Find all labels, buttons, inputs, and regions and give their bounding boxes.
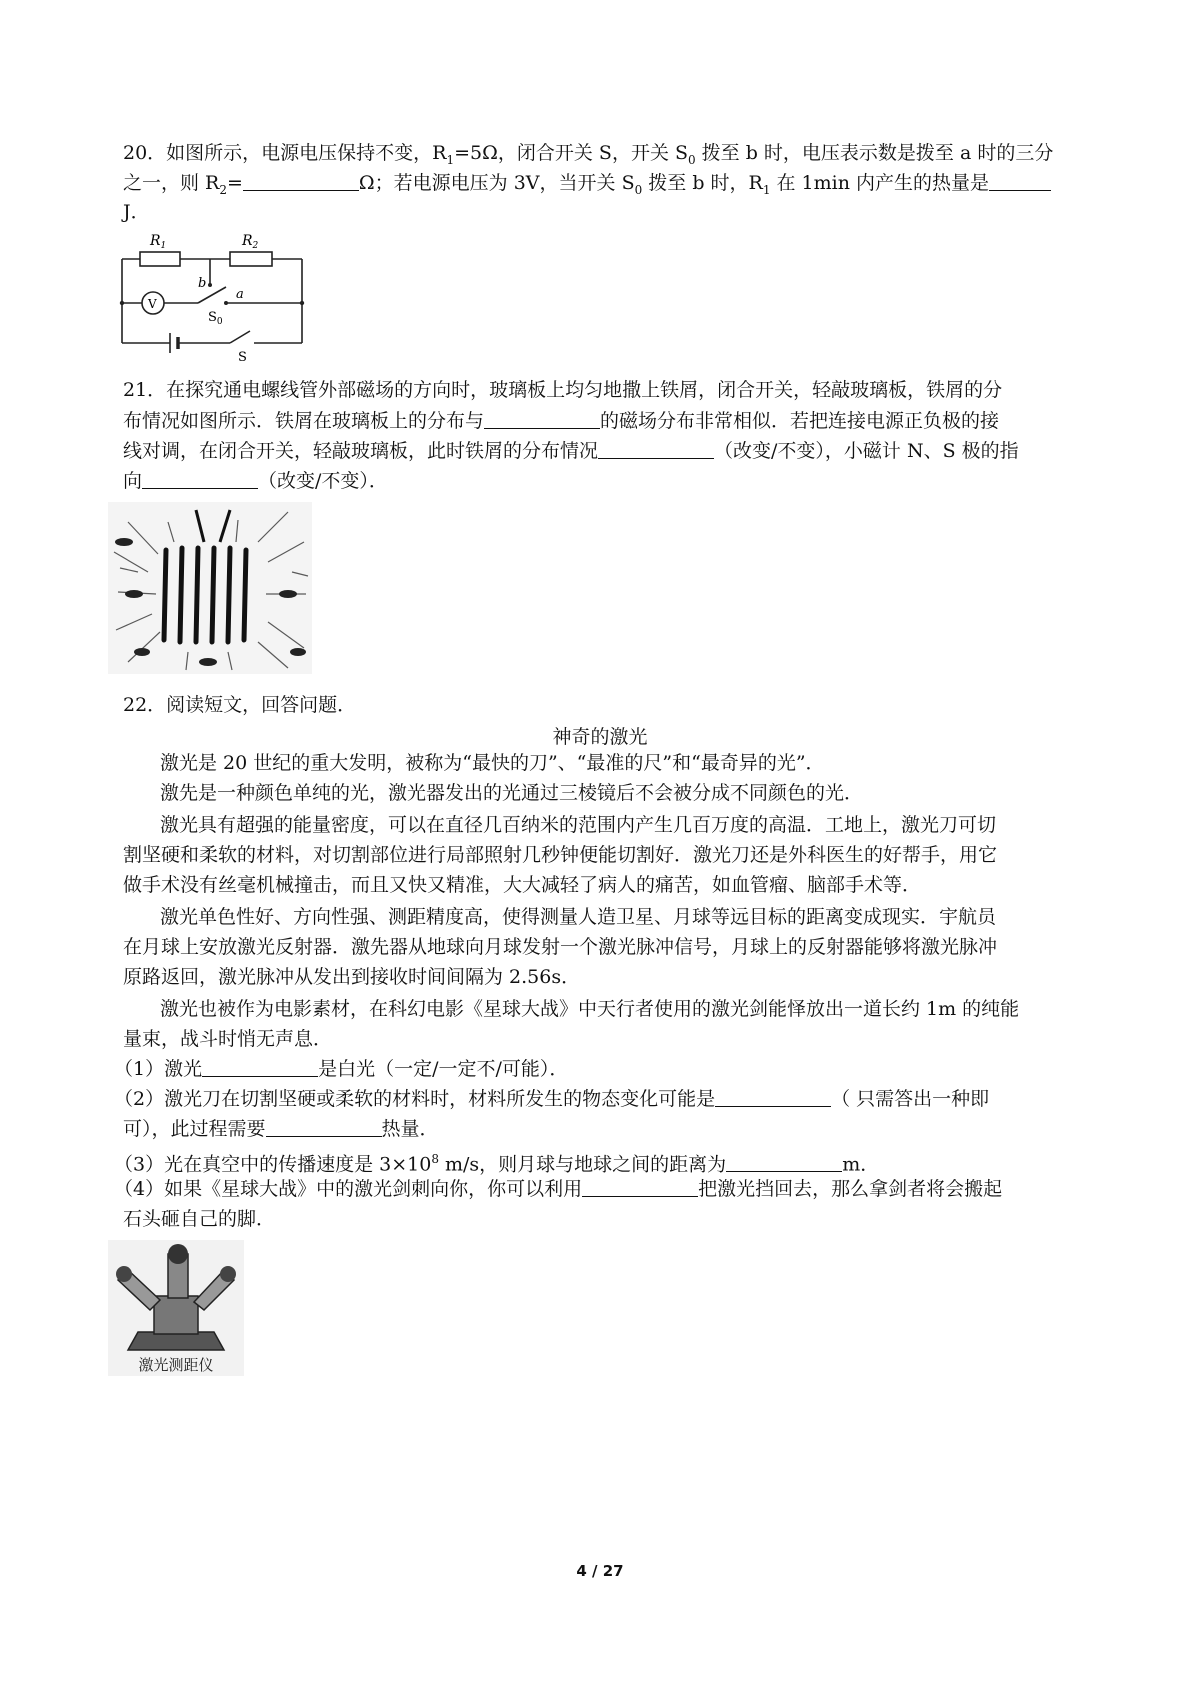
- solenoid-filings-figure: [108, 502, 312, 674]
- circuit-diagram: [112, 225, 312, 363]
- label-b: b: [198, 276, 207, 291]
- para-2: 激先是一种颜色单纯的光，激光器发出的光通过三棱镜后不会被分成不同颜色的光．: [160, 782, 864, 804]
- sub-question-3: （3）光在真空中的传播速度是 $3\times 10^8$ m/s，则月球与地球之间的距离为 m．: [114, 1152, 880, 1176]
- sub-question-1: （1）激光 是白光（一定/一定不/可能）．: [114, 1058, 569, 1080]
- q21-line-1: 21．在探究通电螺线管外部磁场的方向时，玻璃板上均匀地撒上铁屑，闭合开关，轻敲玻璃板，铁屑的分: [123, 379, 1003, 401]
- sub-question-2-line-1: （2）激光刀在切割坚硬或柔软的材料时，材料所发生的物态变化可能是 （ 只需答出一种即: [114, 1088, 990, 1110]
- voltmeter-label: V: [148, 297, 157, 311]
- label-r1: $R_1$: [150, 233, 167, 251]
- para-3-line-3: 做手术没有丝毫机械撞击，而且又快又精准，大大减轻了病人的痛苦，如血管瘤、脑部手术等．: [123, 874, 922, 896]
- answer-blank-r2[interactable]: [243, 172, 359, 191]
- answer-blank-s1[interactable]: [202, 1058, 318, 1077]
- answer-blank-compass[interactable]: [142, 470, 258, 489]
- para-4-line-2: 在月球上安放激光反射器．激先器从地球向月球发射一个激光脉冲信号，月球上的反射器能够将激光脉冲: [123, 936, 998, 958]
- para-5-line-2: 量束，战斗时悄无声息．: [123, 1028, 333, 1050]
- sub-question-2-line-2: 可），此过程需要 热量．: [123, 1118, 439, 1140]
- q21-line-3: 线对调，在闭合开关，轻敲玻璃板，此时铁屑的分布情况 （改变/不变），小磁计 N、S 极的指: [123, 440, 1019, 462]
- q21-line-2: 布情况如图所示．铁屑在玻璃板上的分布与 的磁场分布非常相似．若把连接电源正负极的接: [123, 410, 1000, 432]
- q22-intro: 22．阅读短文，回答问题．: [123, 694, 357, 716]
- answer-blank-field[interactable]: [484, 410, 600, 429]
- para-4-line-1: 激光单色性好、方向性强、测距精度高，使得测量人造卫星、月球等远目标的距离变成现实．宇航员: [160, 906, 997, 928]
- page-number: 4 / 27: [576, 1562, 624, 1580]
- para-5-line-1: 激光也被作为电影素材，在科幻电影《星球大战》中天行者使用的激光剑能怿放出一道长约 1m 的纯能: [160, 998, 1020, 1020]
- laser-rangefinder-photo: [108, 1240, 244, 1376]
- para-1: 激光是 20 世纪的重大发明，被称为“最快的刀”、“最准的尺”和“最奇异的光”．: [160, 752, 825, 774]
- answer-blank-distribution[interactable]: [598, 440, 714, 459]
- answer-blank-s3[interactable]: [726, 1153, 842, 1172]
- para-3-line-1: 激光具有超强的能量密度，可以在直径几百纳米的范围内产生几百万度的高温．工地上，激光刀可切: [160, 814, 997, 836]
- photo-caption: 激光测距仪: [138, 1356, 214, 1374]
- para-4-line-3: 原路返回，激光脉冲从发出到接收时间间隔为 2.56s．: [123, 966, 581, 988]
- answer-blank-s2-change[interactable]: [715, 1088, 831, 1107]
- q21-line-4: 向 （改变/不变）．: [123, 470, 388, 492]
- para-3-line-2: 割坚硬和柔软的材料，对切割部位进行局部照射几秒钟便能切割好．激光刀还是外科医生的好帮手，用它: [123, 844, 998, 866]
- sub-question-4-line-1: （4）如果《星球大战》中的激光剑刺向你，你可以利用 把激光挡回去，那么拿剑者将会搬起: [114, 1178, 1003, 1200]
- label-r2: $R_2$: [242, 233, 259, 251]
- q20-line-2: 之一，则 $R_2= \Omega$；若电源电压为 3V，当开关 $S_0$ 拨至 b 时，$R_1$ 在 1min 内产生的热量是: [123, 170, 1051, 203]
- q20-line-1: 20．如图所示，电源电压保持不变，$R_1=5\Omega$，闭合开关 S，开关 $S_0$ 拨至 b 时，电压表示数是拨至 a 时的三分: [123, 142, 1054, 167]
- label-a: a: [236, 287, 244, 302]
- q20-line-3: J．: [123, 201, 150, 223]
- answer-blank-s4[interactable]: [582, 1178, 698, 1197]
- sub-question-4-line-2: 石头砸自己的脚．: [123, 1208, 276, 1230]
- answer-blank-heat[interactable]: [989, 172, 1051, 191]
- answer-blank-s2-heat[interactable]: [266, 1118, 382, 1137]
- label-s0: $S_0$: [208, 310, 223, 327]
- article-title: 神奇的激光: [552, 726, 648, 748]
- label-s: S: [238, 350, 247, 363]
